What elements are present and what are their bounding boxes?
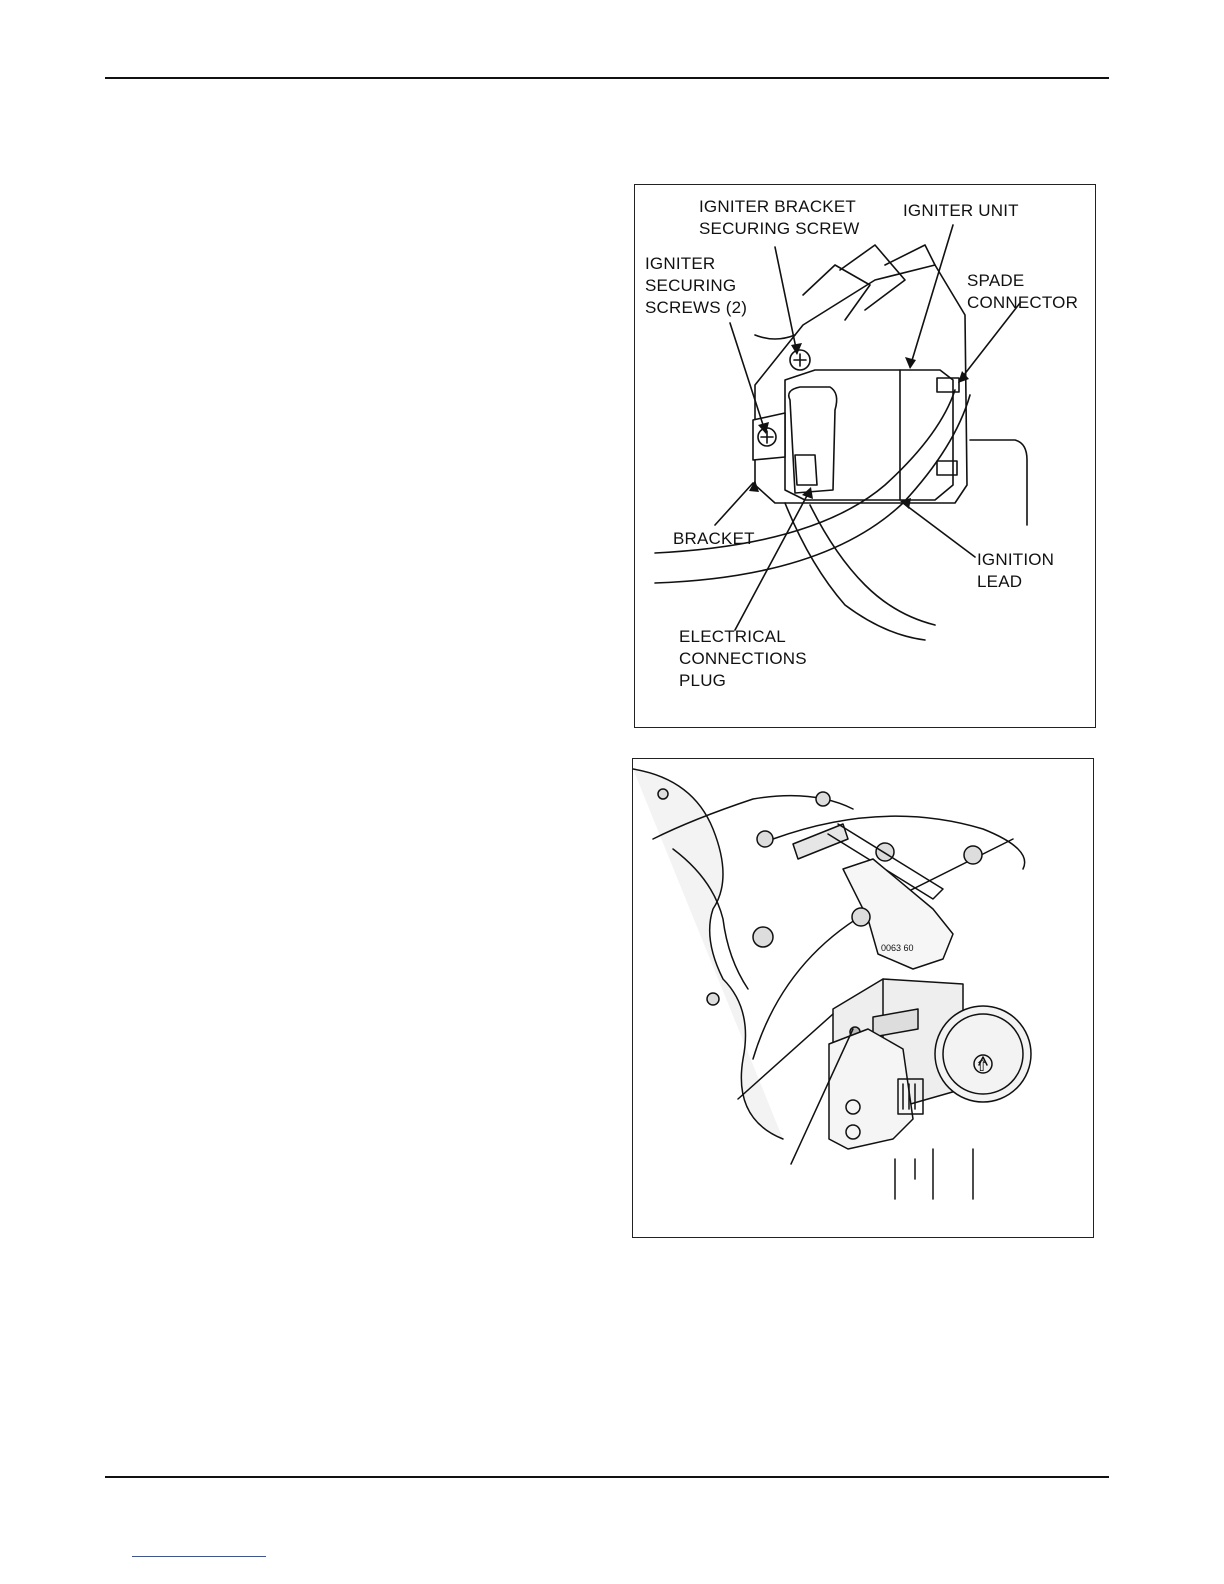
label-ignition-lead-2: LEAD [977, 572, 1023, 591]
label-spade: SPADE [967, 271, 1025, 290]
valve-markings: 0063 60 [881, 943, 914, 953]
label-electrical-plug-2: CONNECTIONS [679, 649, 807, 668]
label-igniter-screws-3: SCREWS (2) [645, 298, 748, 317]
label-igniter-screws: IGNITER [645, 254, 716, 273]
label-spade-2: CONNECTOR [967, 293, 1079, 312]
header-rule [105, 77, 1109, 79]
igniter-diagram [634, 184, 1096, 728]
label-bracket: BRACKET [673, 529, 755, 548]
gas-valve-diagram [632, 758, 1094, 1238]
footer-link-underline[interactable] [132, 1556, 266, 1557]
gas-valve-illustration [633, 759, 1095, 1239]
label-ignition-lead: IGNITION [977, 550, 1055, 569]
label-electrical-plug-3: PLUG [679, 671, 727, 690]
label-bracket-screw-2: SECURING SCREW [699, 219, 860, 238]
label-igniter-screws-2: SECURING [645, 276, 737, 295]
label-electrical-plug: ELECTRICAL [679, 627, 786, 646]
label-igniter-unit: IGNITER UNIT [903, 201, 1019, 220]
label-bracket-screw: IGNITER BRACKET [699, 197, 856, 216]
footer-rule [105, 1476, 1109, 1478]
arrow-icon: ⇧ [975, 1058, 989, 1075]
igniter-illustration [635, 185, 1097, 729]
